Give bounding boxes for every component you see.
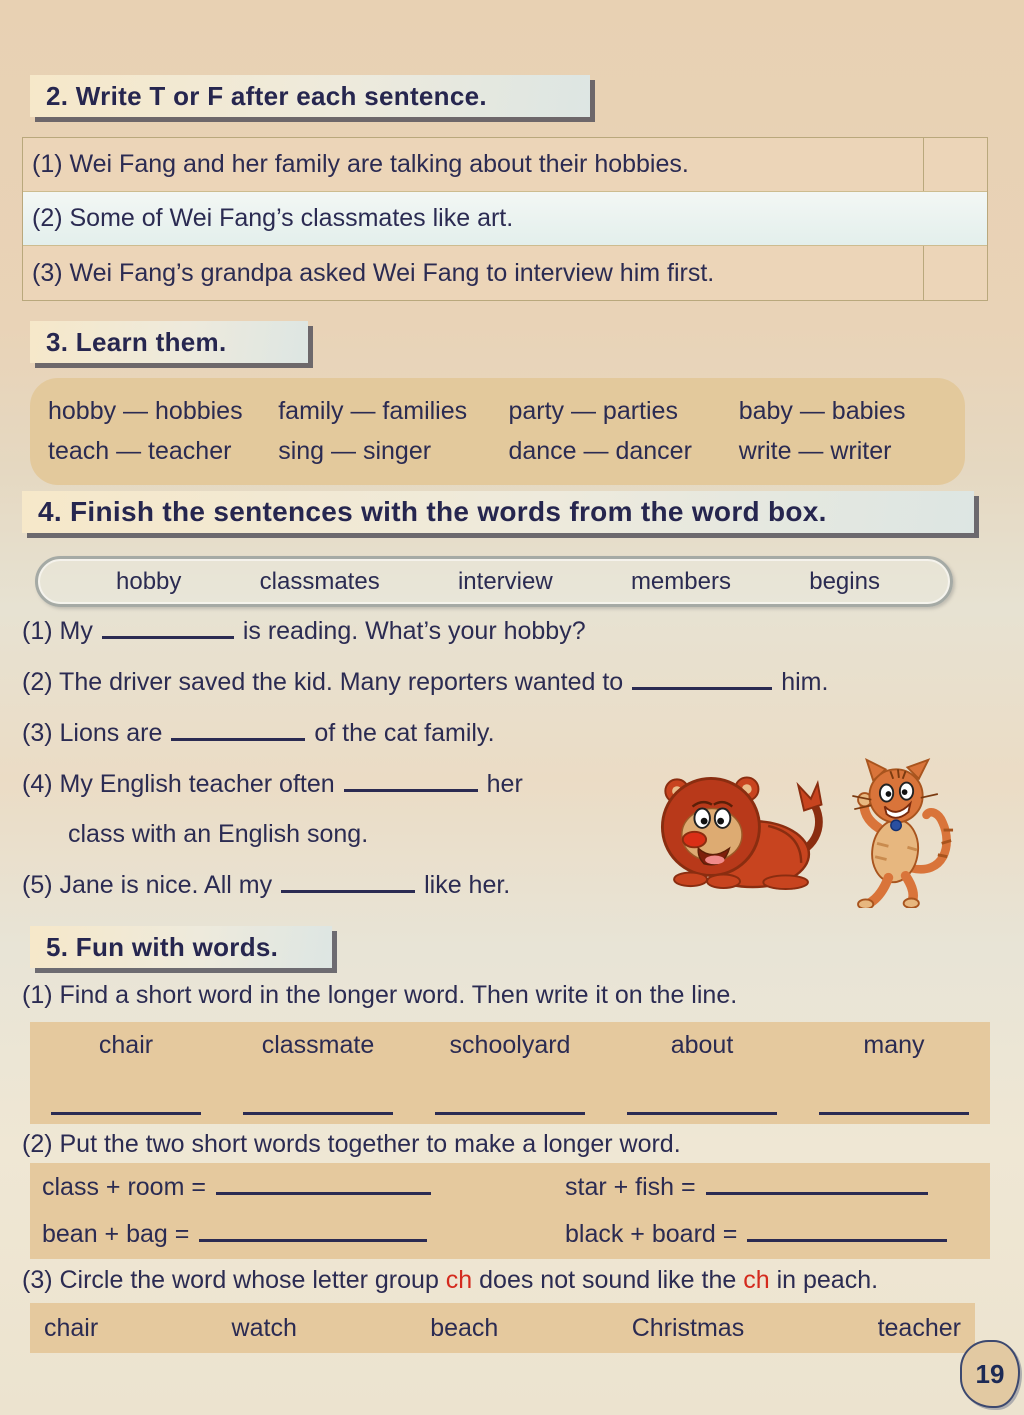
ch-red-text: ch <box>445 1266 473 1294</box>
ex2-label: star + fish = <box>565 1173 696 1201</box>
ex1-word: chair <box>98 1031 154 1059</box>
section4-header <box>22 491 974 533</box>
fill-sentence-3 <box>22 719 495 748</box>
tf-sentence-3: (3) Wei Fang’s grandpa asked Wei Fang to interview him first. <box>32 258 715 287</box>
section5-header <box>30 926 332 968</box>
word-box-word: interview <box>457 567 553 595</box>
fill-sentence-2 <box>22 668 828 697</box>
prompt-text: does not sound like the <box>472 1266 744 1294</box>
table-row <box>23 138 987 192</box>
ex1-word: many <box>863 1031 925 1059</box>
fill-sentence-4-line2 <box>68 820 368 849</box>
section3-title: 3. Learn them. <box>46 326 227 357</box>
ch-red-text: ch <box>743 1266 770 1294</box>
ex1-word: schoolyard <box>449 1031 571 1059</box>
ex3-word-band <box>30 1303 975 1353</box>
prompt-text: in peach. <box>769 1266 879 1294</box>
sentence-text: (3) Lions are <box>22 719 163 747</box>
tf-sentence-1: (1) Wei Fang and her family are talking about their hobbies. <box>32 150 689 178</box>
sentence-text: of the cat family. <box>314 719 495 747</box>
ex2-item <box>42 1173 431 1202</box>
sentence-text: him. <box>781 668 829 696</box>
prompt-text: (2) Put the two short words together to make a longer word. <box>22 1130 681 1158</box>
section2-header <box>30 75 590 117</box>
answer-blank <box>102 617 234 639</box>
ex1-word: classmate <box>261 1031 375 1059</box>
cat-illustration <box>835 756 959 908</box>
word-pair: family — families <box>278 396 468 425</box>
answer-blank <box>747 1220 947 1242</box>
sentence-text: is reading. What’s your hobby? <box>242 617 586 645</box>
ex3-word: beach <box>430 1313 499 1342</box>
prompt-text: (3) Circle the word whose letter group <box>22 1266 446 1294</box>
ex2-label: bean + bag = <box>42 1220 190 1248</box>
ex1-prompt <box>22 981 737 1010</box>
true-false-table <box>22 137 988 301</box>
sentence-text: (2) The driver saved the kid. Many reporters wanted to <box>22 668 624 696</box>
word-box-word: members <box>630 567 731 595</box>
section5-title: 5. Fun with words. <box>46 931 279 962</box>
ex1-column <box>30 1022 222 1124</box>
sentence-text: (5) Jane is nice. All my <box>22 871 273 899</box>
answer-blank <box>216 1173 431 1195</box>
ex1-word-band <box>30 1022 990 1124</box>
ex2-item <box>565 1220 947 1249</box>
sentence-text: class with an English song. <box>68 820 369 848</box>
section2-title: 2. Write T or F after each sentence. <box>46 80 487 111</box>
ex3-word: chair <box>44 1313 99 1342</box>
ex2-band <box>30 1163 990 1259</box>
table-row <box>23 246 987 300</box>
word-pair: teach — teacher <box>48 437 232 466</box>
ex3-prompt <box>22 1266 878 1295</box>
ex3-word: teacher <box>877 1313 961 1342</box>
prompt-text: (1) Find a short word in the longer word. Then write it on the line. <box>22 981 738 1009</box>
table-row-highlighted <box>23 192 987 246</box>
word-pair: party — parties <box>508 396 678 425</box>
answer-line <box>819 1112 969 1115</box>
answer-line <box>51 1112 201 1115</box>
word-pair: write — writer <box>738 437 892 466</box>
ex3-word: watch <box>231 1313 297 1342</box>
ex1-column <box>798 1022 990 1124</box>
sentence-text: (1) My <box>22 617 93 645</box>
word-box <box>35 556 953 607</box>
answer-blank <box>706 1173 928 1195</box>
answer-blank <box>171 719 305 741</box>
ex3-word: Christmas <box>631 1313 745 1342</box>
sentence-text: her <box>486 770 523 798</box>
ex1-word: about <box>670 1031 734 1059</box>
ex2-item <box>565 1173 928 1202</box>
sentence-text: like her. <box>424 871 511 899</box>
section3-header <box>30 321 308 363</box>
sentence-text: (4) My English teacher often <box>22 770 335 798</box>
page-number: 19 <box>975 1358 1005 1389</box>
answer-line <box>243 1112 393 1115</box>
ex2-label: class + room = <box>42 1173 206 1201</box>
answer-line <box>627 1112 777 1115</box>
word-pair: hobby — hobbies <box>48 396 243 425</box>
fill-sentence-5 <box>22 871 510 900</box>
answer-blank <box>344 770 478 792</box>
answer-blank <box>281 871 415 893</box>
word-box-word: hobby <box>116 567 182 595</box>
ex2-prompt <box>22 1130 681 1159</box>
ex1-column <box>606 1022 798 1124</box>
page-number-badge <box>960 1340 1020 1408</box>
fill-sentence-1 <box>22 617 586 646</box>
ex1-column <box>414 1022 606 1124</box>
answer-blank <box>199 1220 427 1242</box>
word-pair: dance — dancer <box>508 437 692 466</box>
answer-blank <box>632 668 772 690</box>
word-box-word: begins <box>809 567 880 595</box>
learn-row-1 <box>48 397 947 426</box>
section4-title: 4. Finish the sentences with the words from the word box. <box>38 496 827 527</box>
word-pair: sing — singer <box>278 437 432 466</box>
word-pair: baby — babies <box>738 396 906 425</box>
ex2-label: black + board = <box>565 1220 738 1248</box>
lion-illustration <box>653 760 829 890</box>
word-box-word: classmates <box>259 567 380 595</box>
learn-row-2 <box>48 437 947 466</box>
ex1-column <box>222 1022 414 1124</box>
answer-line <box>435 1112 585 1115</box>
learn-words-box <box>30 378 965 485</box>
tf-sentence-2: (2) Some of Wei Fang’s classmates like art. <box>32 204 514 232</box>
fill-sentence-4 <box>22 770 523 799</box>
ex2-item <box>42 1220 427 1249</box>
